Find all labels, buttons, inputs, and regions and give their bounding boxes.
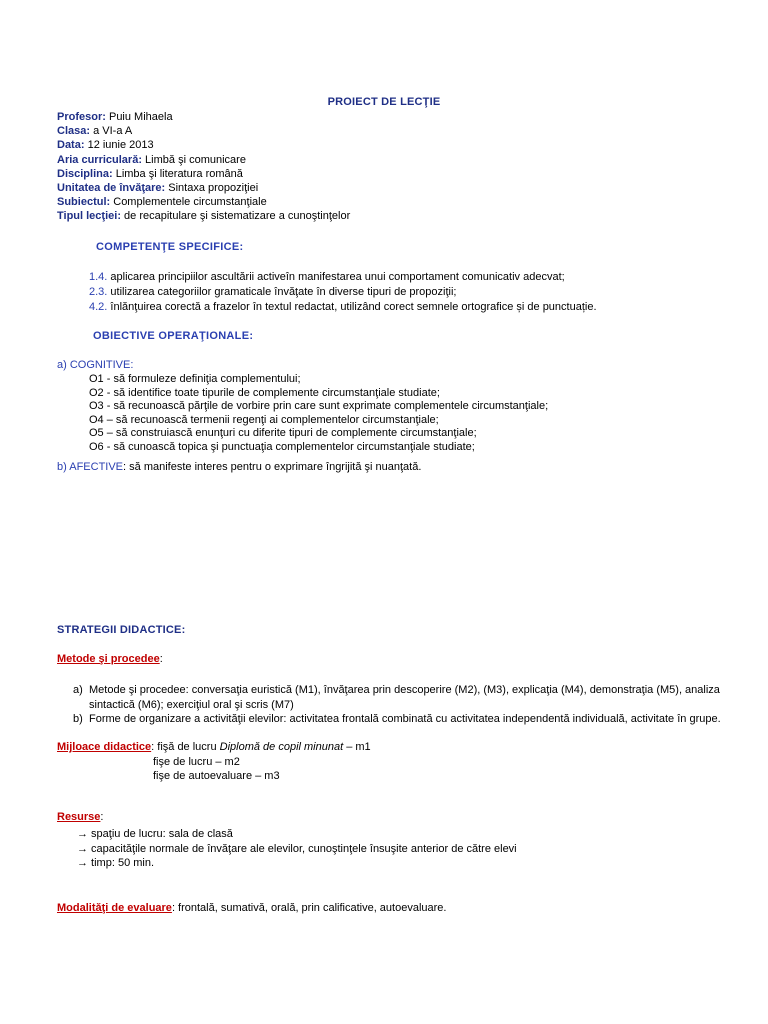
list-item: → timp: 50 min. <box>77 857 155 870</box>
item-text: aplicarea principiilor ascultării activeîn manifestarea unui comportament comunicativ adecvat; <box>107 271 565 283</box>
field-label: Profesor <box>57 111 103 123</box>
field-value: Sintaxa propoziţiei <box>165 182 259 195</box>
field-data: Data: 12 iunie 2013 <box>57 139 154 152</box>
list-item: O5 – să construiască enunţuri cu diferite tipuri de complemente circumstanţiale; <box>89 427 477 440</box>
list-item <box>73 683 723 712</box>
list-item: fişe de autoevaluare – m3 <box>153 770 280 783</box>
field-clasa: Clasa: a VI-a A <box>57 125 133 138</box>
header-fields <box>57 110 350 224</box>
list-item <box>89 285 597 300</box>
obiective-heading: OBIECTIVE OPERAŢIONALE: <box>93 330 254 342</box>
list-item: O1 - să formuleze definiţia complementului; <box>89 373 301 385</box>
field-unitatea: Unitatea de învăţare: Sintaxa propoziţiei <box>57 182 259 195</box>
field-value: Limbă şi comunicare <box>142 153 246 166</box>
field-value: de recapitulare şi sistematizare a cunoştinţelor <box>120 210 351 223</box>
field-value: Puiu Mihaela <box>105 111 173 123</box>
item-marker: a) <box>73 684 83 696</box>
metode-heading: Metode şi procedee: <box>57 653 163 665</box>
page-title: PROIECT DE LECŢIE <box>327 96 441 108</box>
field-label: Unitatea de învăţare <box>57 182 162 195</box>
list-item: → capacităţile normale de învăţare ale elevilor, cunoştinţele însuşite anterior de către elevi <box>77 842 517 855</box>
list-item: fişe de lucru – m2 <box>153 755 240 768</box>
evaluare-heading: Modalităţi de evaluare <box>57 902 172 914</box>
evaluare-line <box>57 902 446 914</box>
competente-heading: COMPETENŢE SPECIFICE: <box>96 241 244 253</box>
field-subiectul: Subiectul: Complementele circumstanţiale <box>57 196 267 209</box>
item-text: înlănţuirea corectă a frazelor în textul redactat, utilizând corect semnele ortografice și de punctuație. <box>107 301 597 313</box>
list-item: O2 - să identifice toate tipurile de complemente circumstanţiale studiate; <box>89 386 440 399</box>
resurse-list <box>77 827 517 871</box>
item-marker: b) <box>73 713 83 726</box>
field-disciplina: Disciplina: Limba şi literatura română <box>57 167 243 180</box>
mijloace-heading: Mijloace didactice <box>57 741 152 753</box>
item-text: utilizarea categoriilor gramaticale învăţate în diverse tipuri de propoziţii; <box>107 286 457 298</box>
field-aria: Aria curriculară: Limbă şi comunicare <box>57 153 246 166</box>
afective-text: : să manifeste interes pentru o exprimare îngrijită şi nuanţată. <box>123 461 422 473</box>
afective-objective <box>57 461 421 473</box>
afective-label: b) AFECTIVE <box>57 461 124 473</box>
item-number: 1.4. <box>89 271 108 283</box>
cognitive-label: a) COGNITIVE: <box>57 359 134 371</box>
list-item: → spaţiu de lucru: sala de clasă <box>77 828 233 840</box>
field-label: Clasa <box>57 125 87 138</box>
item-number: 4.2. <box>89 301 108 313</box>
list-item <box>89 300 597 315</box>
field-value: Complementele circumstanţiale <box>110 196 267 209</box>
field-profesor: Profesor: Puiu Mihaela <box>57 111 173 123</box>
field-label: Disciplina <box>57 167 109 180</box>
list-item: O4 – să recunoască termenii regenţi ai complementelor circumstanţiale; <box>89 413 439 426</box>
field-label: Data <box>57 139 81 152</box>
list-item: O3 - să recunoască părţile de vorbire prin care sunt exprimate complementele circumstanţiale; <box>89 400 549 413</box>
field-value: Limba şi literatura română <box>112 167 243 180</box>
list-item <box>89 270 597 285</box>
field-tipul: Tipul lecţiei: de recapitulare şi sistematizare a cunoştinţelor <box>57 210 351 223</box>
field-label: Subiectul <box>57 196 107 209</box>
resurse-heading: Resurse: <box>57 811 104 823</box>
item-number: 2.3. <box>89 286 108 298</box>
metode-list <box>73 683 723 727</box>
cognitive-objectives-list <box>89 373 548 455</box>
list-item <box>73 712 723 727</box>
item-text: Metode şi procedee: conversaţia euristică (M1), învăţarea prin descoperire (M2), (M3), explicaţia (M4), demonstraţia (M5), analiza sintactică (M6); exerciţiul oral şi scris (M7) <box>89 684 720 711</box>
field-value: a VI-a A <box>90 125 133 138</box>
item-text: Forme de organizare a activităţii elevilor: activitatea frontală combinată cu activitatea independentă individuală, activitate în grupe. <box>89 713 721 726</box>
field-label: Aria curriculară <box>57 153 139 166</box>
strategii-heading: STRATEGII DIDACTICE: <box>57 624 186 636</box>
competente-list <box>89 270 597 315</box>
field-label: Tipul lecţiei <box>57 210 118 223</box>
evaluare-text: : frontală, sumativă, orală, prin calificative, autoevaluare. <box>171 902 447 914</box>
list-item: O6 - să cunoască topica şi punctuaţia complementelor circumstanţiale studiate; <box>89 440 475 453</box>
mijloace-didactice: Mijloace didactice: fişă de lucru Diplomă de copil minunat – m1 fişe de lucru – m2 fişe de autoevaluare – m3 <box>57 741 371 783</box>
field-value: 12 iunie 2013 <box>84 139 154 152</box>
worksheet-title: Diplomă de copil minunat <box>219 741 344 753</box>
